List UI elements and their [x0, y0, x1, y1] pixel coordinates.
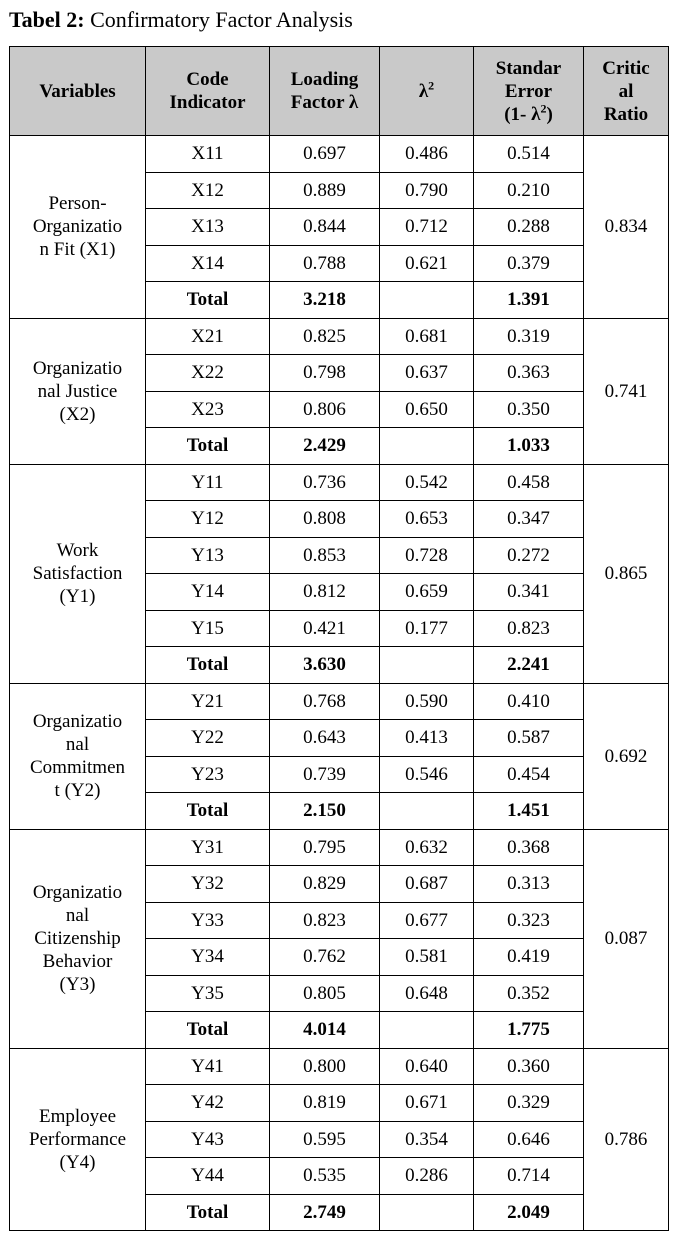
variable-line: nal: [65, 734, 90, 755]
std-error-cell: 0.319: [474, 318, 584, 355]
lambda-sq-cell: 0.486: [380, 136, 474, 173]
std-error-cell: 0.368: [474, 829, 584, 866]
code-cell: Y34: [146, 939, 270, 976]
std-error-cell: 0.410: [474, 683, 584, 720]
std-error-cell: 0.350: [474, 391, 584, 428]
std-error-cell: 0.587: [474, 720, 584, 757]
table-row: [10, 683, 669, 720]
table-body: [10, 136, 669, 1231]
table-row: [10, 318, 669, 355]
std-error-cell: 0.823: [474, 610, 584, 647]
lambda-sq-cell: 0.650: [380, 391, 474, 428]
total-lambda-sq: [380, 1012, 474, 1049]
critical-ratio-cell: 0.786: [584, 1048, 669, 1231]
code-cell: Y35: [146, 975, 270, 1012]
code-cell: Y15: [146, 610, 270, 647]
lambda-sq-cell: 0.542: [380, 464, 474, 501]
variable-line: Organizatio: [32, 357, 123, 379]
total-loading: 2.749: [270, 1194, 380, 1231]
variable-line: Person-: [48, 193, 107, 215]
loading-cell: 0.643: [270, 720, 380, 757]
loading-cell: 0.819: [270, 1085, 380, 1122]
variable-line: Employee: [38, 1105, 117, 1127]
lambda-sq-cell: 0.637: [380, 355, 474, 392]
loading-cell: 0.806: [270, 391, 380, 428]
lambda-sq-cell: 0.728: [380, 537, 474, 574]
lambda-sq-cell: 0.659: [380, 574, 474, 611]
lambda-sq-cell: 0.413: [380, 720, 474, 757]
lambda-sq-cell: 0.648: [380, 975, 474, 1012]
total-std-error: 2.241: [474, 647, 584, 684]
total-label: Total: [146, 428, 270, 465]
header-loading-factor: Loading Factor λ: [270, 47, 380, 136]
loading-cell: 0.788: [270, 245, 380, 282]
caption-label: Tabel 2:: [9, 7, 85, 32]
lambda-sq-cell: 0.632: [380, 829, 474, 866]
variable-line: Commitmen: [30, 757, 125, 778]
loading-cell: 0.823: [270, 902, 380, 939]
total-label: Total: [146, 1194, 270, 1231]
total-loading: 3.218: [270, 282, 380, 319]
header-code-indicator: Code Indicator: [146, 47, 270, 136]
loading-cell: 0.825: [270, 318, 380, 355]
table-row: [10, 136, 669, 173]
variable-cell: [10, 318, 146, 464]
code-cell: X11: [146, 136, 270, 173]
std-error-cell: 0.514: [474, 136, 584, 173]
critical-ratio-cell: 0.865: [584, 464, 669, 683]
std-error-cell: 0.313: [474, 866, 584, 903]
total-lambda-sq: [380, 428, 474, 465]
std-error-cell: 0.363: [474, 355, 584, 392]
variable-line: nal Justice: [37, 380, 118, 402]
total-lambda-sq: [380, 282, 474, 319]
variable-cell: [10, 1048, 146, 1231]
code-cell: Y23: [146, 756, 270, 793]
loading-cell: 0.853: [270, 537, 380, 574]
code-cell: X12: [146, 172, 270, 209]
code-cell: X23: [146, 391, 270, 428]
total-lambda-sq: [380, 1194, 474, 1231]
std-error-cell: 0.714: [474, 1158, 584, 1195]
code-cell: X14: [146, 245, 270, 282]
total-lambda-sq: [380, 793, 474, 830]
std-error-cell: 0.352: [474, 975, 584, 1012]
variable-line: (X2): [59, 403, 96, 425]
caption-text: Confirmatory Factor Analysis: [84, 7, 353, 32]
code-cell: Y14: [146, 574, 270, 611]
lambda-sq-cell: 0.354: [380, 1121, 474, 1158]
std-error-cell: 0.210: [474, 172, 584, 209]
table-row: [10, 1048, 669, 1085]
code-cell: Y32: [146, 866, 270, 903]
loading-cell: 0.736: [270, 464, 380, 501]
total-std-error: 1.391: [474, 282, 584, 319]
variable-line: (Y3): [59, 974, 96, 995]
loading-cell: 0.812: [270, 574, 380, 611]
total-label: Total: [146, 1012, 270, 1049]
lambda-sq-cell: 0.790: [380, 172, 474, 209]
total-lambda-sq: [380, 647, 474, 684]
variable-line: (Y1): [59, 586, 96, 607]
lambda-sq-cell: 0.687: [380, 866, 474, 903]
total-label: Total: [146, 793, 270, 830]
std-error-cell: 0.288: [474, 209, 584, 246]
code-cell: Y21: [146, 683, 270, 720]
total-label: Total: [146, 647, 270, 684]
lambda-sq-cell: 0.286: [380, 1158, 474, 1195]
std-error-cell: 0.360: [474, 1048, 584, 1085]
std-error-cell: 0.329: [474, 1085, 584, 1122]
variable-line: nal: [65, 905, 90, 926]
code-cell: Y31: [146, 829, 270, 866]
lambda-sq-cell: 0.621: [380, 245, 474, 282]
variable-cell: [10, 136, 146, 319]
header-row: [10, 47, 669, 136]
variable-line: t (Y2): [54, 780, 101, 801]
code-cell: Y41: [146, 1048, 270, 1085]
loading-cell: 0.697: [270, 136, 380, 173]
loading-cell: 0.421: [270, 610, 380, 647]
critical-ratio-cell: 0.692: [584, 683, 669, 829]
loading-cell: 0.844: [270, 209, 380, 246]
lambda-sq-cell: 0.653: [380, 501, 474, 538]
critical-ratio-cell: 0.834: [584, 136, 669, 319]
loading-cell: 0.805: [270, 975, 380, 1012]
header-lambda-squared: $\lambda^2$: [380, 47, 474, 136]
std-error-cell: 0.323: [474, 902, 584, 939]
total-loading: 2.429: [270, 428, 380, 465]
code-cell: X21: [146, 318, 270, 355]
critical-ratio-cell: 0.741: [584, 318, 669, 464]
std-error-cell: 0.272: [474, 537, 584, 574]
header-critical-ratio: Critic al Ratio: [584, 47, 669, 136]
variable-cell: [10, 829, 146, 1048]
variable-line: Behavior: [42, 951, 113, 972]
std-error-cell: 0.379: [474, 245, 584, 282]
total-label: Total: [146, 282, 270, 319]
loading-cell: 0.808: [270, 501, 380, 538]
loading-cell: 0.889: [270, 172, 380, 209]
variable-line: Satisfaction: [32, 563, 123, 584]
variable-cell: [10, 683, 146, 829]
std-error-cell: 0.419: [474, 939, 584, 976]
code-cell: Y44: [146, 1158, 270, 1195]
loading-cell: 0.768: [270, 683, 380, 720]
lambda-sq-cell: 0.177: [380, 610, 474, 647]
variable-line: (Y4): [59, 1151, 96, 1173]
total-std-error: 1.451: [474, 793, 584, 830]
loading-cell: 0.798: [270, 355, 380, 392]
lambda-sq-cell: 0.681: [380, 318, 474, 355]
std-error-cell: 0.347: [474, 501, 584, 538]
table-row: [10, 464, 669, 501]
code-cell: Y33: [146, 902, 270, 939]
loading-cell: 0.800: [270, 1048, 380, 1085]
loading-cell: 0.535: [270, 1158, 380, 1195]
std-error-cell: 0.646: [474, 1121, 584, 1158]
header-variables: Variables: [10, 47, 146, 136]
total-loading: 2.150: [270, 793, 380, 830]
critical-ratio-cell: 0.087: [584, 829, 669, 1048]
total-std-error: 2.049: [474, 1194, 584, 1231]
variable-line: Work: [56, 540, 99, 561]
loading-cell: 0.762: [270, 939, 380, 976]
variable-cell: [10, 464, 146, 683]
total-loading: 3.630: [270, 647, 380, 684]
variable-line: Organizatio: [32, 882, 123, 903]
table-row: [10, 829, 669, 866]
loading-cell: 0.829: [270, 866, 380, 903]
std-error-cell: 0.454: [474, 756, 584, 793]
table-caption: [9, 6, 353, 34]
lambda-sq-cell: 0.677: [380, 902, 474, 939]
lambda-sq-cell: 0.712: [380, 209, 474, 246]
header-standard-error: Standar Error (1- $\lambda^2$): [474, 47, 584, 136]
variable-line: Citizenship: [34, 928, 121, 949]
lambda-sq-cell: 0.546: [380, 756, 474, 793]
loading-cell: 0.795: [270, 829, 380, 866]
variable-line: Performance: [28, 1128, 127, 1150]
lambda-sq-cell: 0.671: [380, 1085, 474, 1122]
lambda-sq-cell: 0.640: [380, 1048, 474, 1085]
code-cell: X22: [146, 355, 270, 392]
code-cell: Y43: [146, 1121, 270, 1158]
total-std-error: 1.775: [474, 1012, 584, 1049]
loading-cell: 0.739: [270, 756, 380, 793]
code-cell: Y13: [146, 537, 270, 574]
std-error-cell: 0.458: [474, 464, 584, 501]
code-cell: X13: [146, 209, 270, 246]
code-cell: Y11: [146, 464, 270, 501]
total-std-error: 1.033: [474, 428, 584, 465]
lambda-sq-cell: 0.581: [380, 939, 474, 976]
loading-cell: 0.595: [270, 1121, 380, 1158]
variable-line: Organizatio: [32, 711, 123, 732]
code-cell: Y42: [146, 1085, 270, 1122]
variable-line: Organizatio: [32, 216, 123, 238]
code-cell: Y12: [146, 501, 270, 538]
std-error-cell: 0.341: [474, 574, 584, 611]
lambda-sq-cell: 0.590: [380, 683, 474, 720]
confirmatory-factor-table: [9, 46, 669, 1231]
code-cell: Y22: [146, 720, 270, 757]
total-loading: 4.014: [270, 1012, 380, 1049]
variable-line: n Fit (X1): [39, 239, 116, 261]
